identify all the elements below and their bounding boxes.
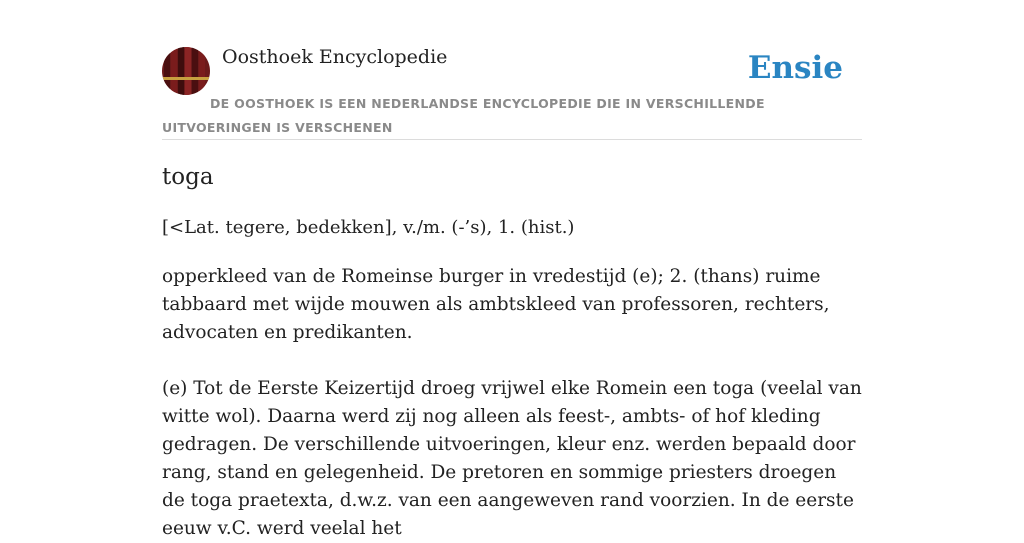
tagline: DE OOSTHOEK IS EEN NEDERLANDSE ENCYCLOPEDIE DIE IN VERSCHILLENDE UITVOERINGEN IS VERSCHENEN bbox=[162, 96, 765, 135]
page-title: toga bbox=[162, 164, 214, 190]
logo[interactable]: Ensie bbox=[747, 50, 843, 86]
article-paragraph: opperkleed van de Romeinse burger in vredestijd (e); 2. (thans) ruime tabbaard met wijde mouwen als ambtskleed van professoren, rechters, advocaten en predikanten. bbox=[162, 266, 830, 343]
article-paragraph: (e) Tot de Eerste Keizertijd droeg vrijwel elke Romein een toga (veelal van witte wol). Daarna werd zij nog alleen als feest-, ambts- of hof kleding gedragen. De verschillende uitvoeringen, kleur enz. werden bepaald door rang, stand en gelegenheid. De pretoren en sommige priesters droegen de toga praetexta, d.w.z. van een aangeweven rand voorzien. In de eerste eeuw v.C. werd veelal het bbox=[162, 378, 862, 539]
divider bbox=[162, 139, 862, 140]
etymology: [<Lat. tegere, bedekken], v./m. (-’s), 1. (hist.) bbox=[162, 217, 575, 238]
site-name[interactable]: Oosthoek Encyclopedie bbox=[222, 46, 448, 68]
encyclopedia-books-icon[interactable] bbox=[162, 47, 210, 95]
